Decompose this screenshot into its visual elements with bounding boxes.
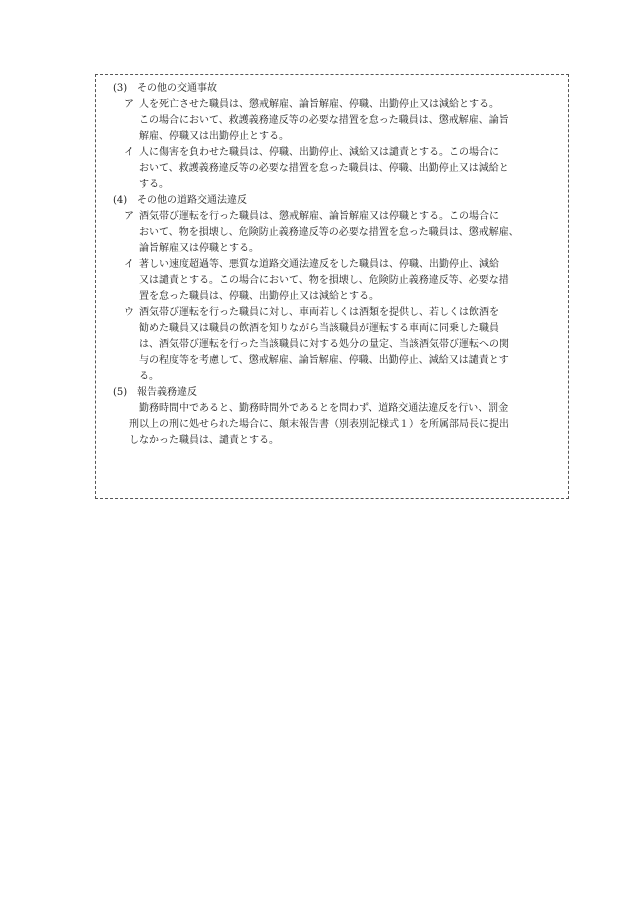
item-mark: ア bbox=[124, 211, 134, 222]
section-number: (5) bbox=[113, 387, 128, 398]
item-line: イ 著しい速度超過等、悪質な道路交通法違反をした職員は、停職、出勤停止、減給 bbox=[124, 259, 499, 270]
paragraph-line: 勤務時間中であると、勤務時間外であるとを問わず、道路交通法違反を行い、罰金 bbox=[139, 403, 509, 414]
item-continuation: 与の程度等を考慮して、懲戒解雇、論旨解雇、停職、出勤停止、減給又は譴責とす bbox=[139, 355, 509, 366]
item-continuation: 解雇、停職又は出勤停止とする。 bbox=[139, 131, 289, 142]
item-continuation: おいて、救護義務違反等の必要な措置を怠った職員は、停職、出勤停止又は減給と bbox=[139, 163, 509, 174]
item-continuation: 論旨解雇又は停職とする。 bbox=[139, 243, 259, 254]
item-mark: イ bbox=[124, 147, 134, 158]
item-continuation: 置を怠った職員は、停職、出勤停止又は減給とする。 bbox=[139, 291, 379, 302]
item-continuation: 又は譴責とする。この場合において、物を損壊し、危険防止義務違反等、必要な措 bbox=[139, 275, 509, 286]
item-continuation: は、酒気帯び運転を行った当該職員に対する処分の量定、当該酒気帯び運転への関 bbox=[139, 339, 509, 350]
item-line: ウ 酒気帯び運転を行った職員に対し、車両若しくは酒類を提供し、若しくは飲酒を bbox=[124, 307, 499, 318]
item-continuation: おいて、物を損壊し、危険防止義務違反等の必要な措置を怠った職員は、懲戒解雇、 bbox=[139, 227, 519, 238]
section-number: (4) bbox=[113, 195, 128, 206]
paragraph-line: 刑以上の刑に処せられた場合に、顛末報告書（別表別記様式１）を所属部局長に提出 bbox=[129, 419, 509, 430]
item-line: イ 人に傷害を負わせた職員は、停職、出勤停止、減給又は譴責とする。この場合に bbox=[124, 147, 499, 158]
item-mark: イ bbox=[124, 259, 134, 270]
paragraph-line: しなかった職員は、譴責とする。 bbox=[129, 435, 279, 446]
item-line: ア 酒気帯び運転を行った職員は、懲戒解雇、論旨解雇又は停職とする。この場合に bbox=[124, 211, 499, 222]
section-title: その他の交通事故 bbox=[137, 83, 217, 94]
section-title: 報告義務違反 bbox=[137, 387, 197, 398]
section-5-heading bbox=[113, 386, 197, 400]
item-continuation: する。 bbox=[139, 179, 169, 190]
dashed-document-box bbox=[95, 74, 569, 499]
section-number: (3) bbox=[113, 83, 128, 94]
item-line: ア 人を死亡させた職員は、懲戒解雇、論旨解雇、停職、出勤停止又は減給とする。 bbox=[124, 99, 499, 110]
section-title: その他の道路交通法違反 bbox=[137, 195, 247, 206]
item-mark: ウ bbox=[124, 307, 134, 318]
item-mark: ア bbox=[124, 99, 134, 110]
item-continuation: る。 bbox=[139, 371, 159, 382]
section-4-heading bbox=[113, 194, 247, 208]
item-continuation: 勧めた職員又は職員の飲酒を知りながら当該職員が運転する車両に同乗した職員 bbox=[139, 323, 499, 334]
item-continuation: この場合において、救護義務違反等の必要な措置を怠った職員は、懲戒解雇、論旨 bbox=[139, 115, 509, 126]
section-3-heading bbox=[113, 82, 217, 96]
